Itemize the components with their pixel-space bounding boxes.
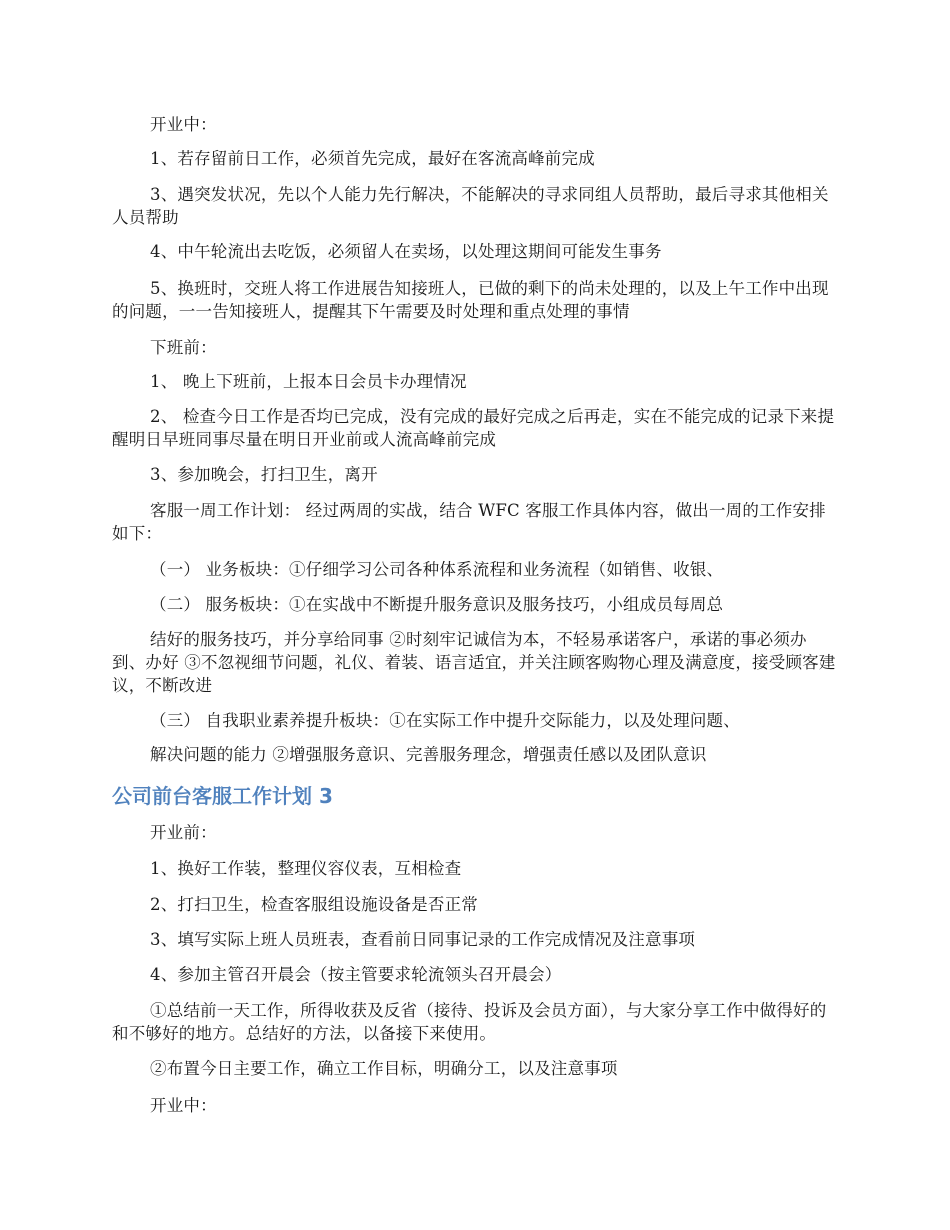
paragraph: （二） 服务板块：①在实战中不断提升服务意识及服务技巧，小组成员每周总 — [150, 595, 724, 614]
paragraph: 1、若存留前日工作，必须首先完成，最好在客流高峰前完成 — [150, 149, 595, 168]
paragraph: 1、 晚上下班前，上报本日会员卡办理情况 — [150, 372, 467, 391]
paragraph: 1、换好工作装，整理仪容仪表，互相检查 — [150, 859, 462, 878]
paragraph: 4、中午轮流出去吃饭，必须留人在卖场，以处理这期间可能发生事务 — [150, 242, 662, 261]
paragraph: （三） 自我职业素养提升板块：①在实际工作中提升交际能力，以及处理问题、 — [150, 711, 740, 730]
paragraph: 客服一周工作计划： 经过两周的实战，结合 WFC 客服工作具体内容，做出一周的工作安排如下： — [112, 501, 826, 543]
paragraph: ②布置今日主要工作，确立工作目标，明确分工，以及注意事项 — [150, 1059, 618, 1078]
paragraph: 3、参加晚会，打扫卫生，离开 — [150, 465, 378, 484]
paragraph: 开业中： — [150, 1096, 217, 1115]
paragraph: 5、换班时，交班人将工作进展告知接班人，已做的剩下的尚未处理的，以及上午工作中出现的问题，一一告知接班人，提醒其下午需要及时处理和重点处理的事情 — [112, 279, 829, 321]
paragraph: 解决问题的能力 ②增强服务意识、完善服务理念，增强责任感以及团队意识 — [150, 745, 707, 764]
paragraph: 开业前： — [150, 823, 217, 842]
paragraph: （一） 业务板块：①仔细学习公司各种体系流程和业务流程（如销售、收银、 — [150, 560, 724, 579]
paragraph: 2、打扫卫生，检查客服组设施设备是否正常 — [150, 895, 478, 914]
paragraph: 开业中： — [150, 115, 217, 134]
paragraph: 4、参加主管召开晨会（按主管要求轮流领头召开晨会） — [150, 965, 562, 984]
paragraph: 结好的服务技巧，并分享给同事 ②时刻牢记诚信为本，不轻易承诺客户，承诺的事必须办到、办好 ③不忽视细节问题，礼仪、着装、语言适宜，并关注顾客购物心理及满意度，接受顾客建议，不断改进 — [112, 630, 836, 695]
section-heading: 公司前台客服工作计划 3 — [112, 784, 333, 808]
paragraph: 2、 检查今日工作是否均已完成，没有完成的最好完成之后再走，实在不能完成的记录下来提醒明日早班同事尽量在明日开业前或人流高峰前完成 — [112, 407, 835, 449]
paragraph: 3、填写实际上班人员班表，查看前日同事记录的工作完成情况及注意事项 — [150, 930, 696, 949]
paragraph: 3、遇突发状况，先以个人能力先行解决，不能解决的寻求同组人员帮助，最后寻求其他相关人员帮助 — [112, 185, 829, 227]
paragraph: 下班前： — [150, 338, 217, 357]
paragraph: ①总结前一天工作，所得收获及反省（接待、投诉及会员方面），与大家分享工作中做得好的和不够好的地方。总结好的方法，以备接下来使用。 — [112, 1001, 827, 1043]
